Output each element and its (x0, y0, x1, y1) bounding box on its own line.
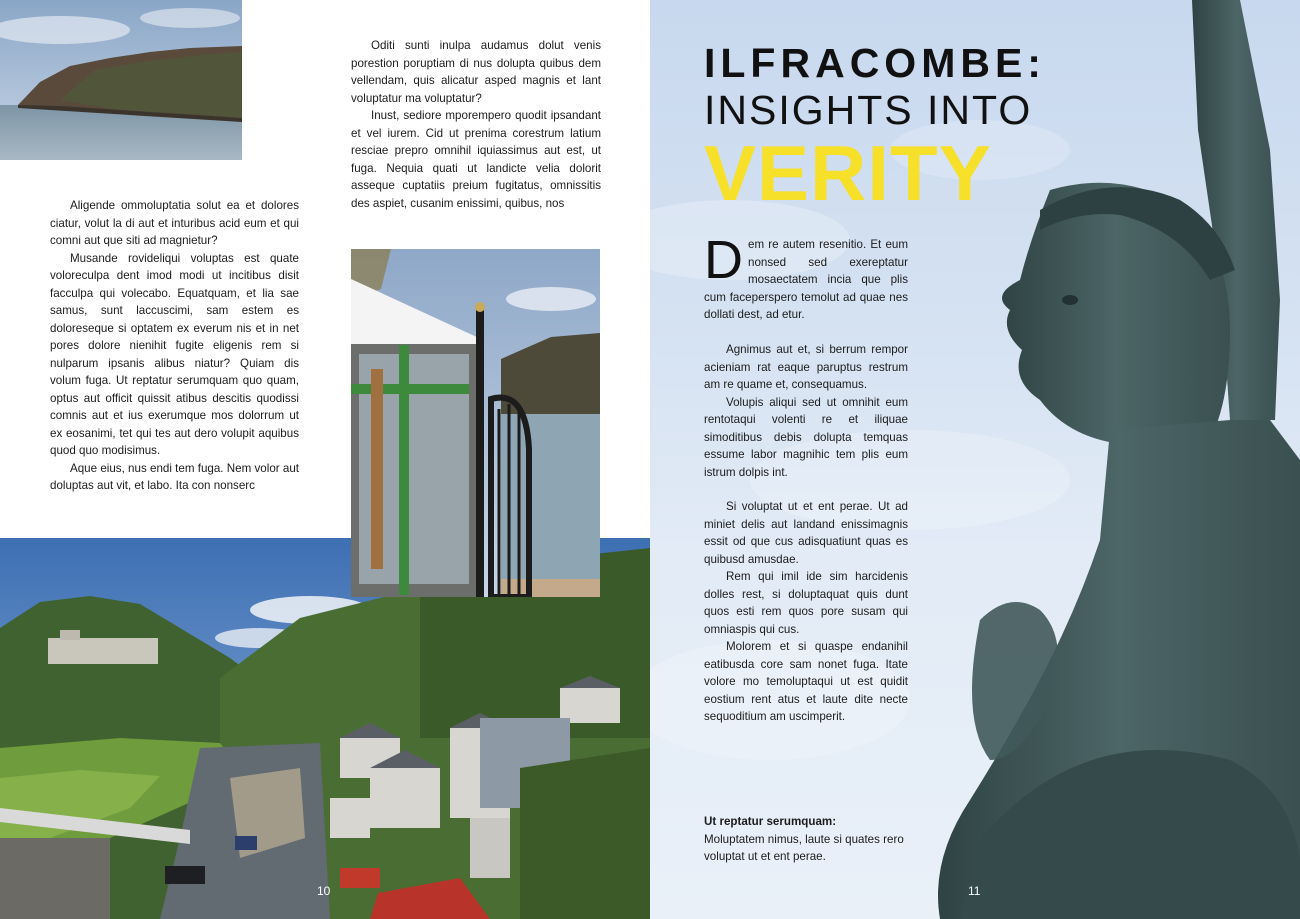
paragraph: Volupis aliqui sed ut omnihit eum rentotaqui volenti re et iliquae simoditibus debis dolupta temquas essume labor magnihic tem plis eum istrum dolpis int. (704, 395, 908, 479)
drop-cap: D (704, 230, 743, 290)
paragraph: Si voluptat ut et ent perae. Ut ad miniet delis aut landand enissimagnis essit od que cus adisquatiunt quas es quibusd amusdae. (704, 500, 908, 566)
caption-text: Moluptatem nimus, laute si quates rero voluptat ut et ent perae. (704, 832, 904, 863)
right-page (650, 0, 1300, 919)
page-number-left: 10 (317, 884, 331, 898)
left-column-1-text (50, 197, 299, 495)
paragraph: Inust, sediore mporempero quodit ipsandant et vel iurem. Cid ut prenima corestrum latium resciae prepro omnihil iquiassimus aut est, ut fuga. Nequia quati ut landicte velia dolorit asseque cuptatiis preium fugitatus, omnissitis des aspiet, cusanim enissimi, quibus, nos (351, 109, 601, 210)
paragraph: Agnimus aut et, si berrum rempor acieniam rat eaque paruptus restrum am re quame et, consequamus. (704, 343, 908, 391)
body-block-3 (704, 498, 908, 726)
cliff-railway-photo (351, 249, 600, 597)
intro-paragraph (704, 230, 908, 324)
paragraph: Molorem et si quaspe endanihil eatibusda core sam nonet fuga. Itate volore mo temoluptaqui ut est quidit eostium rent atus et laute dite necte sequoditium am uscimperit. (704, 640, 908, 723)
body-block-2 (704, 341, 908, 481)
paragraph: Aque eius, nus endi tem fuga. Nem volor aut doluptas aut vit, et labo. Ita con nonserc (50, 461, 299, 492)
paragraph: Aligende ommoluptatia solut ea et dolores ciatur, volut la di aut et inturibus acid eum et qui comni aut que siti ad magnietur? (50, 199, 299, 247)
caption (704, 813, 908, 866)
paragraph: Musande rovideliqui voluptas est quate voloreculpa dent imod modi ut incitibus disit facculpa qui volecabo. Equatquam, et lia sae samus, sunt laccuscimi, sam estem es doloreseque si optatem ex everum nis et in net pores dolore nienihit fugite eligenis rem si nulparum ipsanis alibus niatur? Quiam dis volum fuga. Ut reptatur serumquam quo quam, optus aut officit quissit atibus descitis quodissi comnis aut et ius exerumque mos dolorrum ut ex eosanimi, tet qui tes aut dero volupit aquibus quod quo modisimus. (50, 251, 299, 457)
title-line-1: ILFRACOMBE: (704, 40, 1046, 86)
paragraph: Rem qui imil ide sim harcidenis dolles rest, si doluptaquat quis dunt quos esti rem quos pore susam qui omniaspis qui cus. (704, 570, 908, 636)
paragraph: Oditi sunti inulpa audamus dolut venis porestion poruptiam di nus dolupta quibus dem vellendam, quis alicatur asped magnis et lant voluptatur ma voluptatur? (351, 39, 601, 105)
title-line-2: INSIGHTS INTO (704, 87, 1033, 133)
page-number-right: 11 (968, 884, 981, 898)
intro-text: em re autem resenitio. Et eum nonsed sed exereptatur mosaectatem incia que plis cum faceperspero temolut ad quae nes dollati dest, ad etur. (704, 238, 908, 321)
left-column-2-text (351, 37, 601, 212)
caption-heading: Ut reptatur serumquam: (704, 815, 837, 828)
coastline-photo (0, 0, 242, 160)
title-line-3: VERITY (704, 129, 992, 217)
